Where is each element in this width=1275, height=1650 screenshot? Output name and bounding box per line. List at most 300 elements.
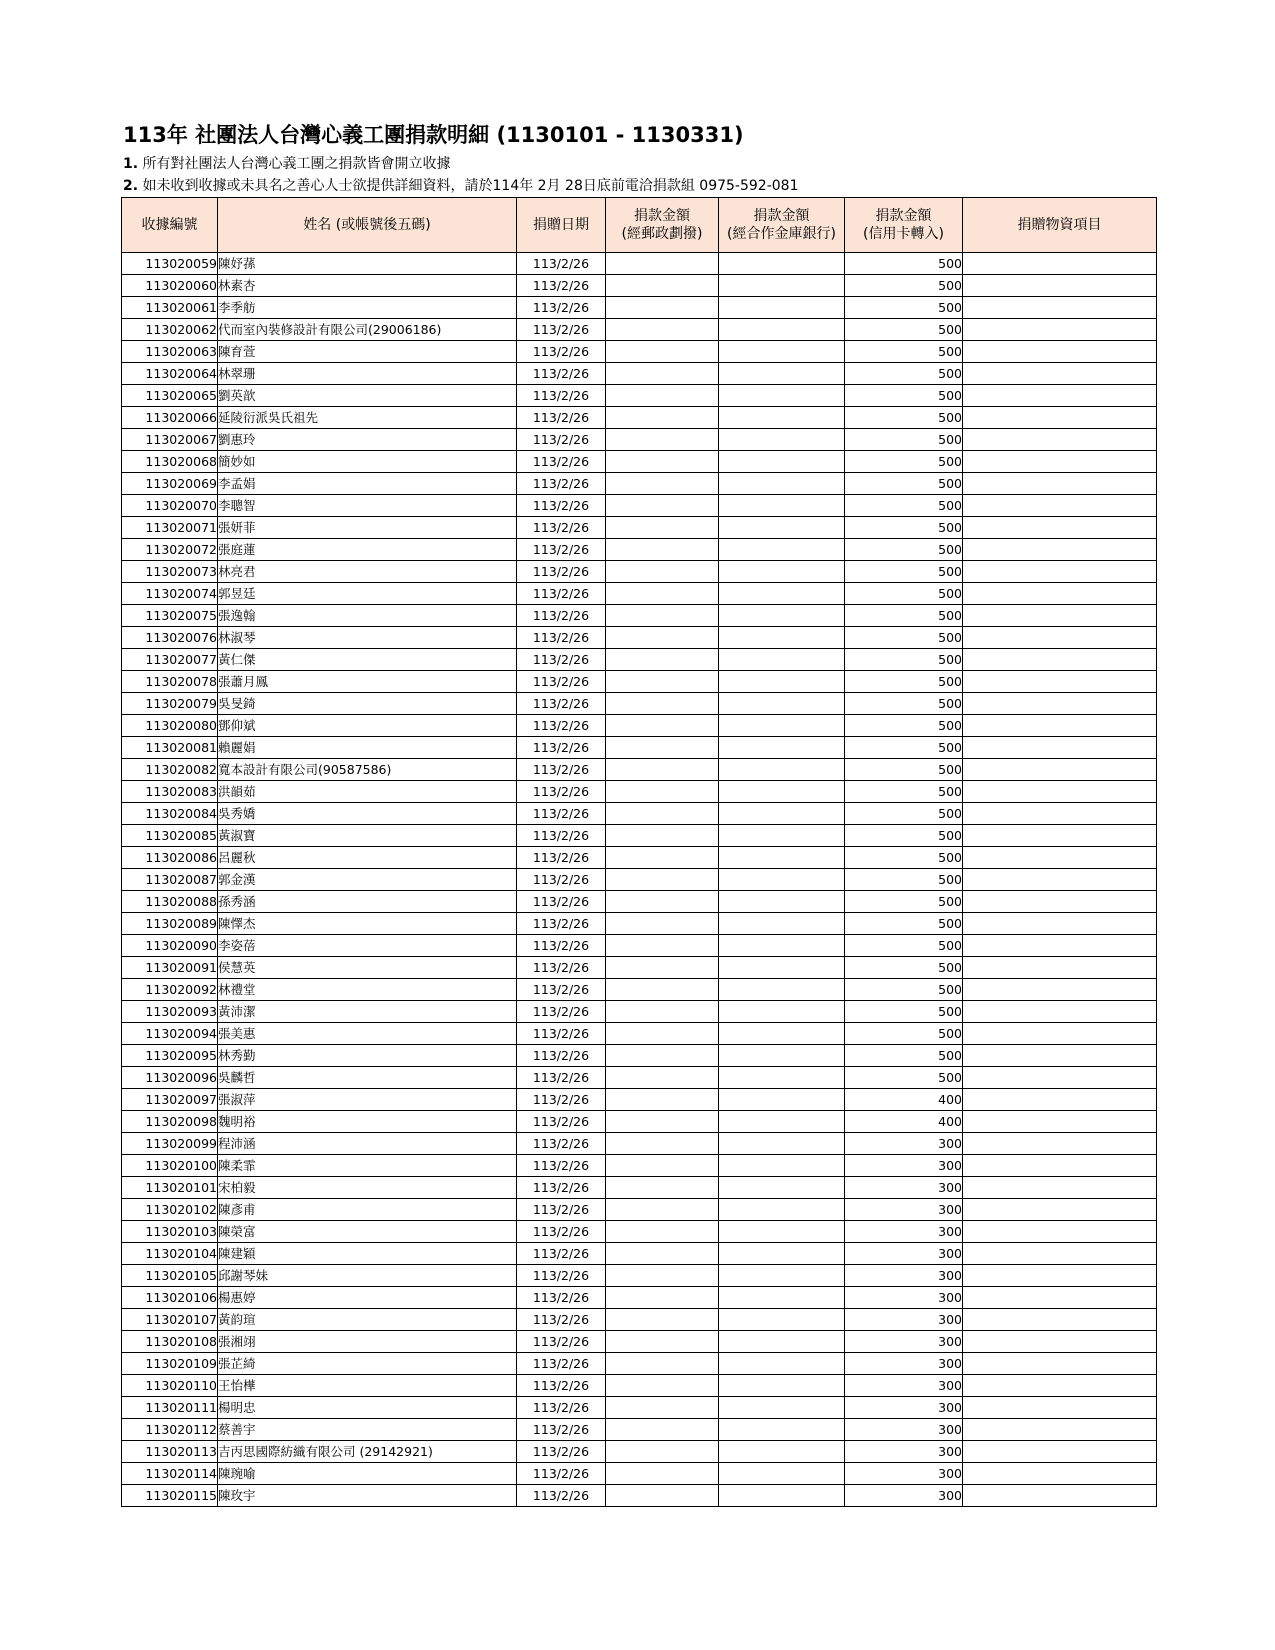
amount-credit-card-cell: 500 [845, 957, 963, 979]
donated-items-cell [963, 605, 1157, 627]
amount-cooperative-bank-cell [719, 1045, 845, 1067]
amount-cooperative-bank-cell [719, 451, 845, 473]
donated-items-cell [963, 1375, 1157, 1397]
donor-name-cell: 寬本設計有限公司(90587586) [218, 759, 517, 781]
amount-postal-cell [606, 847, 719, 869]
amount-cooperative-bank-cell [719, 715, 845, 737]
donated-items-cell [963, 1419, 1157, 1441]
table-row [122, 1419, 1157, 1441]
table-row [122, 1001, 1157, 1023]
donated-items-cell [963, 1221, 1157, 1243]
receipt-number-cell: 113020107 [122, 1309, 218, 1331]
header-amount-postal: 捐款金額 (經郵政劃撥) [606, 198, 719, 253]
receipt-number-cell: 113020093 [122, 1001, 218, 1023]
donated-items-cell [963, 649, 1157, 671]
amount-postal-cell [606, 869, 719, 891]
donated-items-cell [963, 407, 1157, 429]
amount-credit-card-cell: 400 [845, 1111, 963, 1133]
amount-cooperative-bank-cell [719, 979, 845, 1001]
donated-items-cell [963, 627, 1157, 649]
donor-name-cell: 呂麗秋 [218, 847, 517, 869]
amount-postal-cell [606, 891, 719, 913]
donated-items-cell [963, 473, 1157, 495]
receipt-number-cell: 113020080 [122, 715, 218, 737]
amount-credit-card-cell: 500 [845, 341, 963, 363]
table-row [122, 341, 1157, 363]
donation-date-cell: 113/2/26 [517, 1111, 606, 1133]
donation-date-cell: 113/2/26 [517, 605, 606, 627]
donor-name-cell: 張淑萍 [218, 1089, 517, 1111]
receipt-number-cell: 113020059 [122, 253, 218, 275]
donor-name-cell: 孫秀涵 [218, 891, 517, 913]
receipt-number-cell: 113020064 [122, 363, 218, 385]
donation-date-cell: 113/2/26 [517, 583, 606, 605]
amount-cooperative-bank-cell [719, 671, 845, 693]
receipt-number-cell: 113020092 [122, 979, 218, 1001]
amount-cooperative-bank-cell [719, 627, 845, 649]
table-row [122, 1067, 1157, 1089]
donated-items-cell [963, 253, 1157, 275]
amount-cooperative-bank-cell [719, 825, 845, 847]
donation-date-cell: 113/2/26 [517, 737, 606, 759]
amount-credit-card-cell: 500 [845, 693, 963, 715]
donated-items-cell [963, 957, 1157, 979]
donor-name-cell: 黃沛潔 [218, 1001, 517, 1023]
amount-credit-card-cell: 300 [845, 1265, 963, 1287]
donor-name-cell: 吳秀嬌 [218, 803, 517, 825]
amount-credit-card-cell: 500 [845, 847, 963, 869]
donation-date-cell: 113/2/26 [517, 1331, 606, 1353]
amount-postal-cell [606, 671, 719, 693]
amount-credit-card-cell: 500 [845, 561, 963, 583]
donor-name-cell: 林翠珊 [218, 363, 517, 385]
donor-name-cell: 侯慧英 [218, 957, 517, 979]
amount-postal-cell [606, 1463, 719, 1485]
amount-postal-cell [606, 583, 719, 605]
donor-name-cell: 張逸翰 [218, 605, 517, 627]
table-row [122, 473, 1157, 495]
donor-name-cell: 陳柔霏 [218, 1155, 517, 1177]
donation-date-cell: 113/2/26 [517, 869, 606, 891]
receipt-number-cell: 113020061 [122, 297, 218, 319]
table-row [122, 671, 1157, 693]
donated-items-cell [963, 737, 1157, 759]
donation-date-cell: 113/2/26 [517, 935, 606, 957]
table-body [122, 253, 1157, 1507]
amount-credit-card-cell: 500 [845, 627, 963, 649]
donated-items-cell [963, 1067, 1157, 1089]
amount-cooperative-bank-cell [719, 561, 845, 583]
amount-credit-card-cell: 400 [845, 1089, 963, 1111]
table-row [122, 1177, 1157, 1199]
receipt-number-cell: 113020109 [122, 1353, 218, 1375]
amount-postal-cell [606, 979, 719, 1001]
donation-date-cell: 113/2/26 [517, 759, 606, 781]
donated-items-cell [963, 517, 1157, 539]
donor-name-cell: 林素杏 [218, 275, 517, 297]
amount-postal-cell [606, 1001, 719, 1023]
donation-date-cell: 113/2/26 [517, 649, 606, 671]
receipt-number-cell: 113020079 [122, 693, 218, 715]
amount-cooperative-bank-cell [719, 1419, 845, 1441]
amount-credit-card-cell: 500 [845, 1001, 963, 1023]
amount-cooperative-bank-cell [719, 1397, 845, 1419]
amount-postal-cell [606, 759, 719, 781]
receipt-number-cell: 113020077 [122, 649, 218, 671]
donation-date-cell: 113/2/26 [517, 979, 606, 1001]
amount-postal-cell [606, 715, 719, 737]
donation-date-cell: 113/2/26 [517, 1375, 606, 1397]
amount-credit-card-cell: 300 [845, 1199, 963, 1221]
donor-name-cell: 李聰智 [218, 495, 517, 517]
amount-credit-card-cell: 500 [845, 825, 963, 847]
donor-name-cell: 劉英歆 [218, 385, 517, 407]
donation-date-cell: 113/2/26 [517, 1177, 606, 1199]
donated-items-cell [963, 1309, 1157, 1331]
amount-postal-cell [606, 561, 719, 583]
note-number: 2. [123, 178, 139, 194]
donated-items-cell [963, 539, 1157, 561]
donor-name-cell: 邱謝琴妹 [218, 1265, 517, 1287]
donation-date-cell: 113/2/26 [517, 1485, 606, 1507]
donation-date-cell: 113/2/26 [517, 319, 606, 341]
donation-date-cell: 113/2/26 [517, 1221, 606, 1243]
amount-credit-card-cell: 500 [845, 451, 963, 473]
table-row [122, 1023, 1157, 1045]
donation-date-cell: 113/2/26 [517, 1353, 606, 1375]
table-row [122, 297, 1157, 319]
donation-date-cell: 113/2/26 [517, 473, 606, 495]
donated-items-cell [963, 1045, 1157, 1067]
donated-items-cell [963, 891, 1157, 913]
amount-postal-cell [606, 1375, 719, 1397]
amount-credit-card-cell: 500 [845, 671, 963, 693]
donated-items-cell [963, 825, 1157, 847]
amount-cooperative-bank-cell [719, 517, 845, 539]
donor-name-cell: 陳妤蓀 [218, 253, 517, 275]
amount-postal-cell [606, 473, 719, 495]
amount-cooperative-bank-cell [719, 1199, 845, 1221]
amount-credit-card-cell: 300 [845, 1419, 963, 1441]
donation-date-cell: 113/2/26 [517, 891, 606, 913]
donor-name-cell: 黃仁傑 [218, 649, 517, 671]
donation-date-cell: 113/2/26 [517, 803, 606, 825]
amount-cooperative-bank-cell [719, 429, 845, 451]
donated-items-cell [963, 1331, 1157, 1353]
donor-name-cell: 黃韵瑄 [218, 1309, 517, 1331]
table-row [122, 913, 1157, 935]
note-text: 如未收到收據或未具名之善心人士欲提供詳細資料，請於114年 2月 28日底前電洽捐款組 0975-592-081 [142, 178, 799, 194]
amount-credit-card-cell: 300 [845, 1155, 963, 1177]
receipt-number-cell: 113020065 [122, 385, 218, 407]
amount-credit-card-cell: 500 [845, 363, 963, 385]
amount-cooperative-bank-cell [719, 649, 845, 671]
amount-credit-card-cell: 500 [845, 1067, 963, 1089]
amount-postal-cell [606, 1309, 719, 1331]
amount-cooperative-bank-cell [719, 1023, 845, 1045]
amount-postal-cell [606, 957, 719, 979]
amount-cooperative-bank-cell [719, 319, 845, 341]
donor-name-cell: 王怡樺 [218, 1375, 517, 1397]
table-row [122, 407, 1157, 429]
amount-credit-card-cell: 300 [845, 1463, 963, 1485]
amount-credit-card-cell: 500 [845, 759, 963, 781]
donated-items-cell [963, 495, 1157, 517]
donated-items-cell [963, 869, 1157, 891]
receipt-number-cell: 113020069 [122, 473, 218, 495]
amount-cooperative-bank-cell [719, 1485, 845, 1507]
amount-postal-cell [606, 935, 719, 957]
amount-postal-cell [606, 605, 719, 627]
donor-name-cell: 吳旻錡 [218, 693, 517, 715]
table-row [122, 1221, 1157, 1243]
donor-name-cell: 陳榮富 [218, 1221, 517, 1243]
header-donation-date: 捐贈日期 [517, 198, 606, 253]
amount-cooperative-bank-cell [719, 473, 845, 495]
donation-date-cell: 113/2/26 [517, 1419, 606, 1441]
donor-name-cell: 代而室內裝修設計有限公司(29006186) [218, 319, 517, 341]
table-row [122, 451, 1157, 473]
table-row [122, 869, 1157, 891]
table-row [122, 627, 1157, 649]
amount-credit-card-cell: 500 [845, 385, 963, 407]
donor-name-cell: 陳玫宇 [218, 1485, 517, 1507]
table-row [122, 1133, 1157, 1155]
receipt-number-cell: 113020113 [122, 1441, 218, 1463]
amount-credit-card-cell: 500 [845, 605, 963, 627]
amount-credit-card-cell: 500 [845, 1045, 963, 1067]
table-row [122, 803, 1157, 825]
amount-credit-card-cell: 500 [845, 297, 963, 319]
donated-items-cell [963, 1111, 1157, 1133]
receipt-number-cell: 113020068 [122, 451, 218, 473]
donated-items-cell [963, 847, 1157, 869]
table-row [122, 1441, 1157, 1463]
amount-cooperative-bank-cell [719, 1441, 845, 1463]
table-row [122, 1111, 1157, 1133]
amount-postal-cell [606, 275, 719, 297]
table-row [122, 1265, 1157, 1287]
amount-credit-card-cell: 500 [845, 1023, 963, 1045]
donor-name-cell: 林禮堂 [218, 979, 517, 1001]
receipt-number-cell: 113020096 [122, 1067, 218, 1089]
amount-cooperative-bank-cell [719, 583, 845, 605]
donation-date-cell: 113/2/26 [517, 539, 606, 561]
amount-cooperative-bank-cell [719, 1001, 845, 1023]
amount-credit-card-cell: 500 [845, 715, 963, 737]
receipt-number-cell: 113020104 [122, 1243, 218, 1265]
donated-items-cell [963, 781, 1157, 803]
donor-name-cell: 蔡善宇 [218, 1419, 517, 1441]
donor-name-cell: 林亮君 [218, 561, 517, 583]
donated-items-cell [963, 1353, 1157, 1375]
donation-date-cell: 113/2/26 [517, 825, 606, 847]
receipt-number-cell: 113020081 [122, 737, 218, 759]
receipt-number-cell: 113020072 [122, 539, 218, 561]
amount-postal-cell [606, 319, 719, 341]
amount-postal-cell [606, 1353, 719, 1375]
receipt-number-cell: 113020114 [122, 1463, 218, 1485]
donor-name-cell: 楊惠婷 [218, 1287, 517, 1309]
donation-date-cell: 113/2/26 [517, 627, 606, 649]
amount-cooperative-bank-cell [719, 1265, 845, 1287]
amount-cooperative-bank-cell [719, 539, 845, 561]
donated-items-cell [963, 671, 1157, 693]
amount-cooperative-bank-cell [719, 1111, 845, 1133]
amount-postal-cell [606, 385, 719, 407]
donation-date-cell: 113/2/26 [517, 253, 606, 275]
receipt-number-cell: 113020083 [122, 781, 218, 803]
receipt-number-cell: 113020076 [122, 627, 218, 649]
amount-postal-cell [606, 1331, 719, 1353]
donation-date-cell: 113/2/26 [517, 1309, 606, 1331]
table-row [122, 561, 1157, 583]
receipt-number-cell: 113020111 [122, 1397, 218, 1419]
amount-cooperative-bank-cell [719, 891, 845, 913]
table-row [122, 539, 1157, 561]
amount-cooperative-bank-cell [719, 253, 845, 275]
table-row [122, 957, 1157, 979]
receipt-number-cell: 113020082 [122, 759, 218, 781]
donated-items-cell [963, 1089, 1157, 1111]
donor-name-cell: 張美惠 [218, 1023, 517, 1045]
table-row [122, 429, 1157, 451]
donated-items-cell [963, 1199, 1157, 1221]
amount-credit-card-cell: 500 [845, 539, 963, 561]
donation-date-cell: 113/2/26 [517, 561, 606, 583]
receipt-number-cell: 113020101 [122, 1177, 218, 1199]
donor-name-cell: 張庭蓮 [218, 539, 517, 561]
donated-items-cell [963, 1485, 1157, 1507]
amount-postal-cell [606, 693, 719, 715]
table-row [122, 649, 1157, 671]
donated-items-cell [963, 935, 1157, 957]
donor-name-cell: 劉惠玲 [218, 429, 517, 451]
table-row [122, 1089, 1157, 1111]
amount-postal-cell [606, 253, 719, 275]
amount-postal-cell [606, 1111, 719, 1133]
table-row [122, 935, 1157, 957]
amount-cooperative-bank-cell [719, 341, 845, 363]
donation-date-cell: 113/2/26 [517, 1155, 606, 1177]
amount-postal-cell [606, 539, 719, 561]
table-row [122, 1397, 1157, 1419]
receipt-number-cell: 113020095 [122, 1045, 218, 1067]
amount-cooperative-bank-cell [719, 385, 845, 407]
amount-cooperative-bank-cell [719, 1089, 845, 1111]
donor-name-cell: 張妍菲 [218, 517, 517, 539]
amount-credit-card-cell: 300 [845, 1221, 963, 1243]
amount-credit-card-cell: 500 [845, 253, 963, 275]
donor-name-cell: 吳麟哲 [218, 1067, 517, 1089]
receipt-number-cell: 113020074 [122, 583, 218, 605]
amount-postal-cell [606, 1485, 719, 1507]
donation-date-cell: 113/2/26 [517, 1441, 606, 1463]
receipt-number-cell: 113020089 [122, 913, 218, 935]
receipt-number-cell: 113020108 [122, 1331, 218, 1353]
donation-date-cell: 113/2/26 [517, 671, 606, 693]
donation-date-cell: 113/2/26 [517, 1045, 606, 1067]
donation-date-cell: 113/2/26 [517, 1463, 606, 1485]
amount-cooperative-bank-cell [719, 1221, 845, 1243]
donor-name-cell: 程沛涵 [218, 1133, 517, 1155]
amount-postal-cell [606, 781, 719, 803]
donated-items-cell [963, 363, 1157, 385]
amount-postal-cell [606, 1155, 719, 1177]
amount-postal-cell [606, 1133, 719, 1155]
table-row [122, 1375, 1157, 1397]
amount-credit-card-cell: 500 [845, 583, 963, 605]
receipt-number-cell: 113020075 [122, 605, 218, 627]
amount-cooperative-bank-cell [719, 1133, 845, 1155]
donated-items-cell [963, 1287, 1157, 1309]
amount-credit-card-cell: 500 [845, 319, 963, 341]
amount-credit-card-cell: 500 [845, 473, 963, 495]
table-row [122, 495, 1157, 517]
donated-items-cell [963, 297, 1157, 319]
donated-items-cell [963, 1177, 1157, 1199]
table-row [122, 1485, 1157, 1507]
amount-credit-card-cell: 500 [845, 913, 963, 935]
donation-date-cell: 113/2/26 [517, 517, 606, 539]
note-contact-info [123, 175, 798, 195]
note-text: 所有對社團法人台灣心義工團之捐款皆會開立收據 [142, 156, 451, 172]
header-receipt-number: 收據編號 [122, 198, 218, 253]
amount-credit-card-cell: 500 [845, 275, 963, 297]
donation-date-cell: 113/2/26 [517, 847, 606, 869]
amount-credit-card-cell: 300 [845, 1133, 963, 1155]
amount-credit-card-cell: 300 [845, 1309, 963, 1331]
amount-cooperative-bank-cell [719, 935, 845, 957]
donation-date-cell: 113/2/26 [517, 1067, 606, 1089]
table-row [122, 891, 1157, 913]
amount-credit-card-cell: 500 [845, 781, 963, 803]
table-row [122, 517, 1157, 539]
donated-items-cell [963, 1397, 1157, 1419]
receipt-number-cell: 113020099 [122, 1133, 218, 1155]
amount-postal-cell [606, 825, 719, 847]
donated-items-cell [963, 319, 1157, 341]
amount-postal-cell [606, 451, 719, 473]
table-row [122, 847, 1157, 869]
donation-date-cell: 113/2/26 [517, 1265, 606, 1287]
donated-items-cell [963, 1243, 1157, 1265]
donated-items-cell [963, 1023, 1157, 1045]
table-row [122, 253, 1157, 275]
receipt-number-cell: 113020070 [122, 495, 218, 517]
amount-postal-cell [606, 297, 719, 319]
donor-name-cell: 李季舫 [218, 297, 517, 319]
amount-cooperative-bank-cell [719, 759, 845, 781]
donor-name-cell: 簡妙如 [218, 451, 517, 473]
donor-name-cell: 林淑琴 [218, 627, 517, 649]
amount-cooperative-bank-cell [719, 1309, 845, 1331]
donor-name-cell: 鄧仰斌 [218, 715, 517, 737]
donated-items-cell [963, 451, 1157, 473]
donation-date-cell: 113/2/26 [517, 1199, 606, 1221]
amount-postal-cell [606, 1397, 719, 1419]
amount-postal-cell [606, 429, 719, 451]
receipt-number-cell: 113020078 [122, 671, 218, 693]
amount-cooperative-bank-cell [719, 869, 845, 891]
donation-date-cell: 113/2/26 [517, 341, 606, 363]
amount-credit-card-cell: 500 [845, 517, 963, 539]
table-row [122, 1309, 1157, 1331]
header-amount-credit-card: 捐款金額 (信用卡轉入) [845, 198, 963, 253]
donation-date-cell: 113/2/26 [517, 495, 606, 517]
donor-name-cell: 宋柏毅 [218, 1177, 517, 1199]
donor-name-cell: 楊明忠 [218, 1397, 517, 1419]
